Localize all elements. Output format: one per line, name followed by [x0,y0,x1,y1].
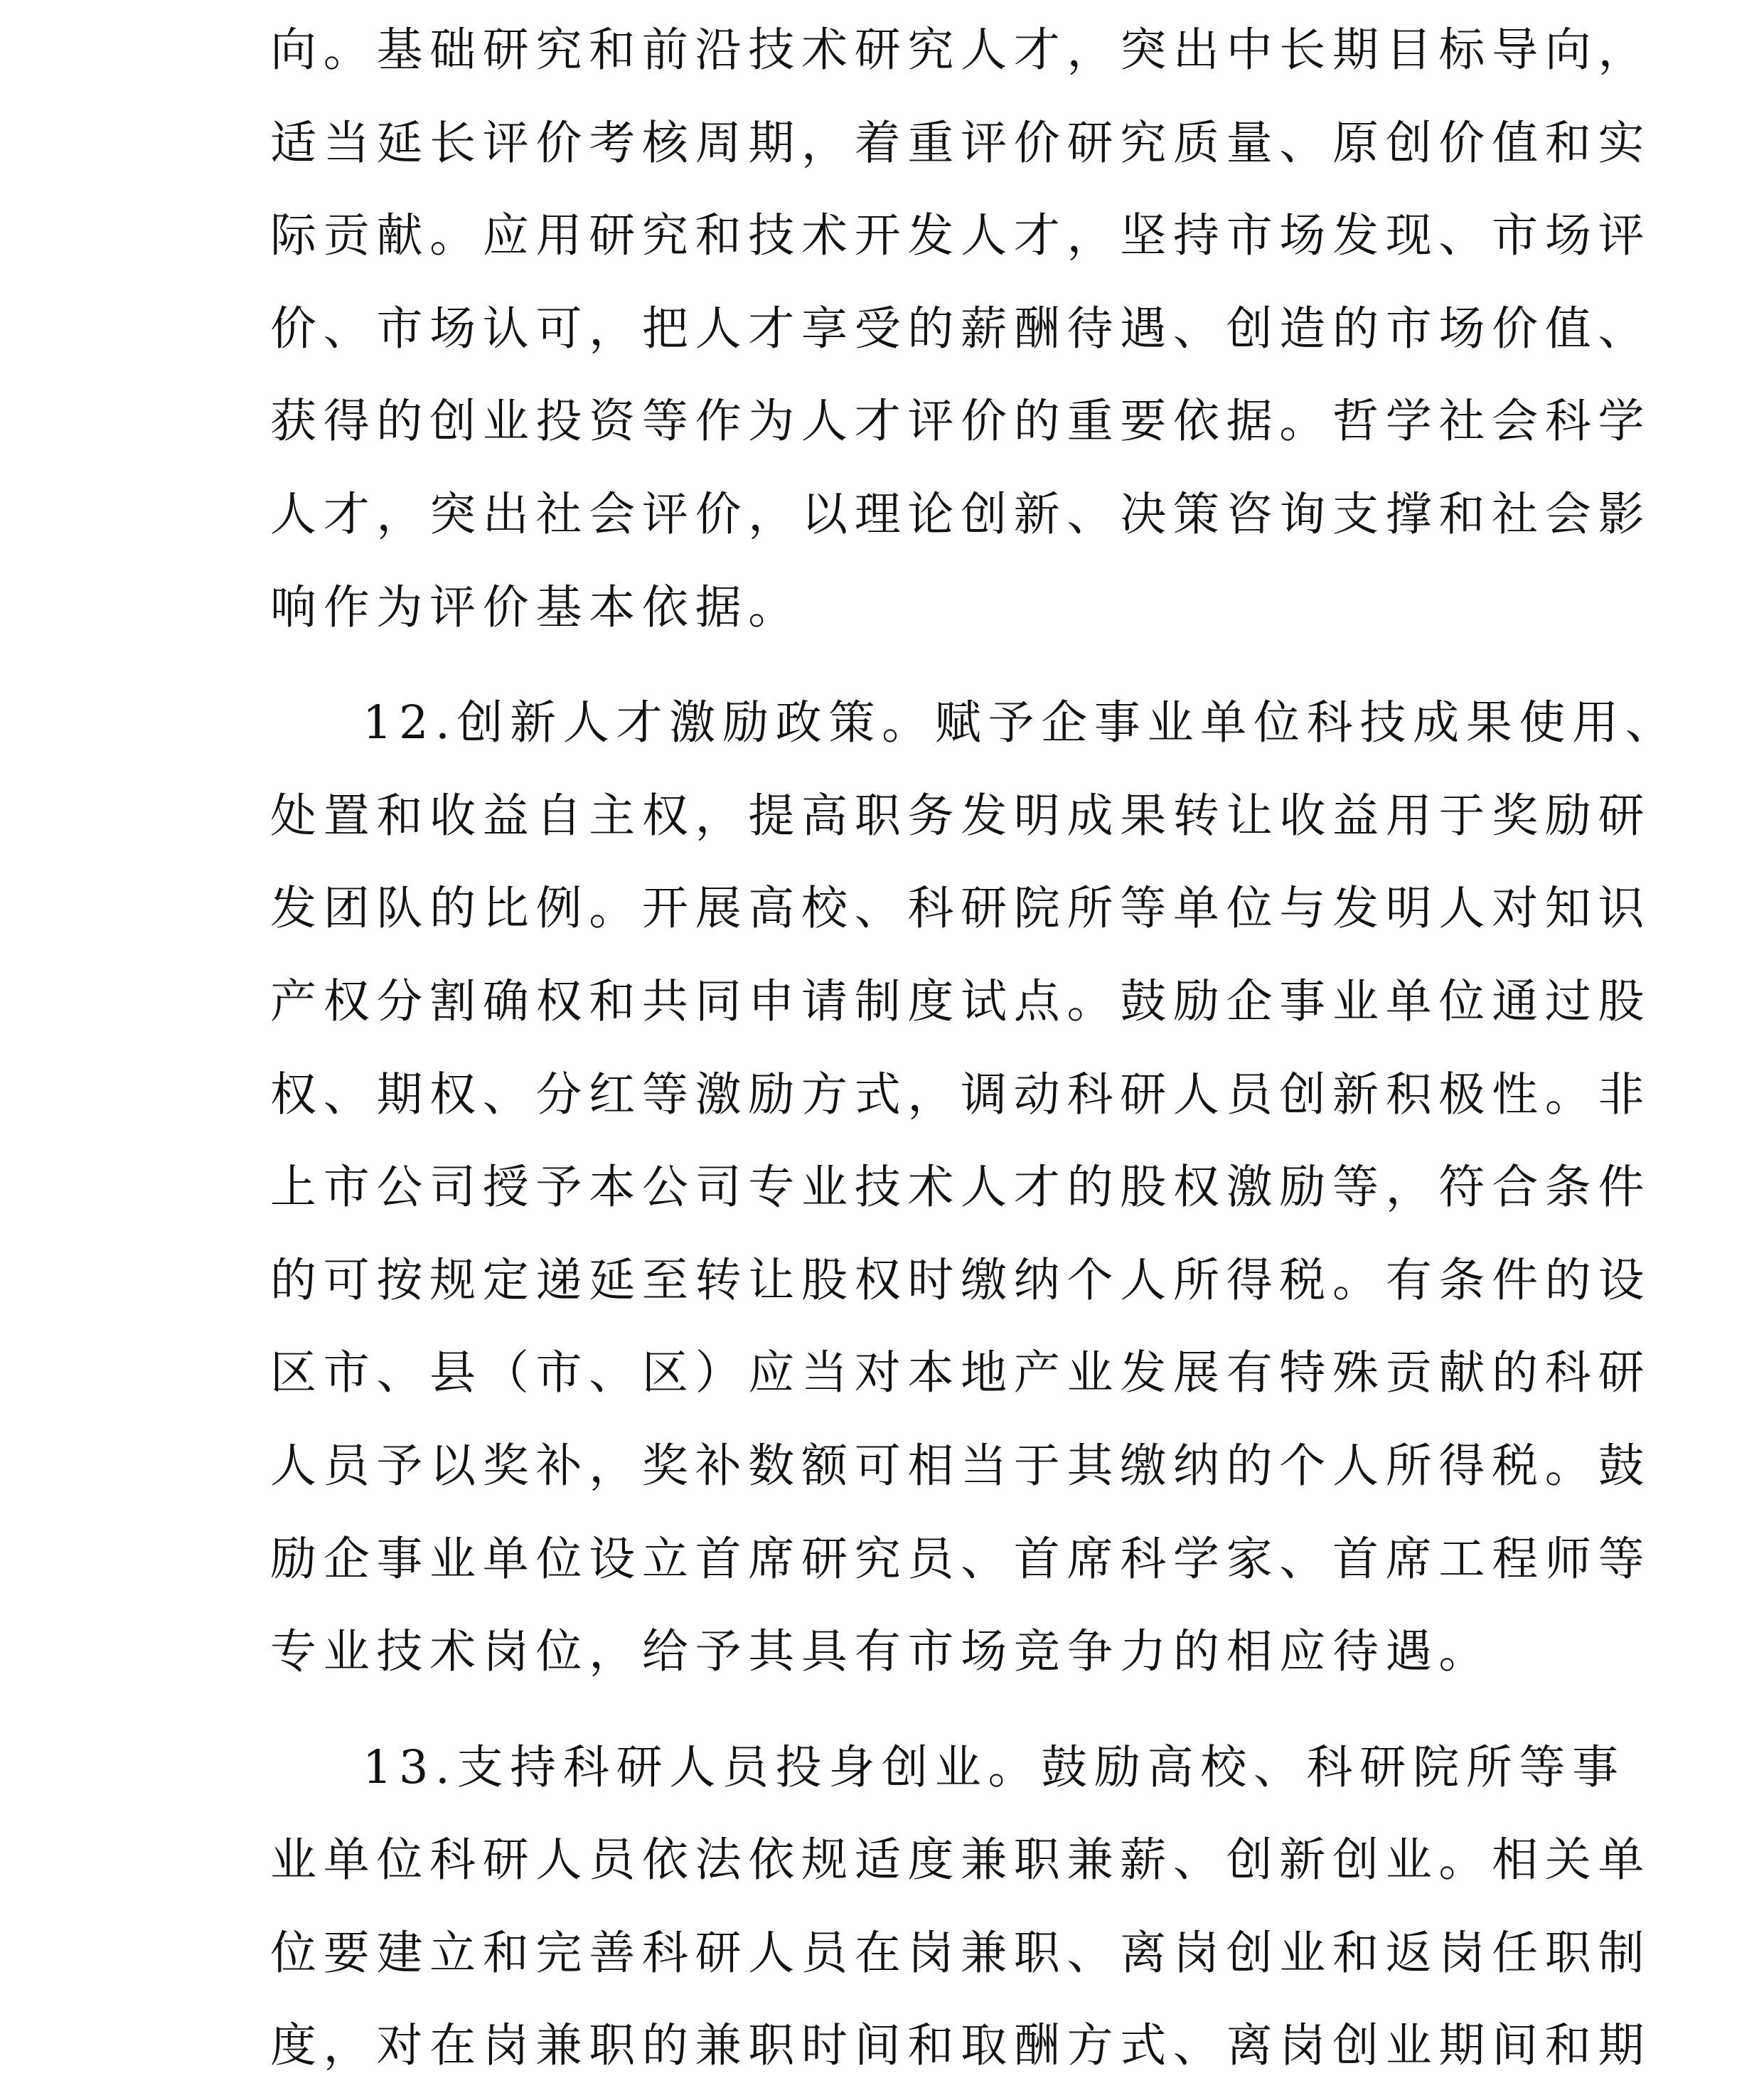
text-line: 上市公司授予本公司专业技术人才的股权激励等，符合条件 [270,1161,1652,1215]
text-line: 位要建立和完善科研人员在岗兼职、离岗创业和返岗任职制 [270,1926,1652,1980]
text-line: 励企事业单位设立首席研究员、首席科学家、首席工程师等 [270,1532,1652,1586]
text-line: 业单位科研人员依法依规适度兼职兼薪、创新创业。相关单 [270,1833,1652,1887]
text-line: 人员予以奖补，奖补数额可相当于其缴纳的个人所得税。鼓 [270,1439,1652,1493]
text-line: 处置和收益自主权，提高职务发明成果转让收益用于奖励研 [270,789,1652,843]
text-line: 价、市场认可，把人才享受的薪酬待遇、创造的市场价值、 [270,302,1652,356]
paragraph-13-entrepreneurship [270,1722,1652,2093]
paragraph-12-incentive-policy [270,677,1679,1699]
text-line: 产权分割确权和共同申请制度试点。鼓励企事业单位通过股 [270,974,1652,1028]
text-line: 适当延长评价考核周期，着重评价研究质量、原创价值和实 [270,116,1652,170]
text-line: 区市、县（市、区）应当对本地产业发展有特殊贡献的科研 [270,1346,1652,1400]
paragraph-talent-evaluation [270,4,1652,654]
text-line: 权、期权、分红等激励方式，调动科研人员创新积极性。非 [270,1067,1652,1122]
text-line: 的可按规定递延至转让股权时缴纳个人所得税。有条件的设 [270,1253,1652,1307]
text-line: 发团队的比例。开展高校、科研院所等单位与发明人对知识 [270,882,1652,936]
text-line: 度，对在岗兼职的兼职时间和取酬方式、离岗创业期间和期 [270,2019,1652,2073]
text-line: 人才，突出社会评价，以理论创新、决策咨询支撑和社会影 [270,487,1652,541]
text-line: 获得的创业投资等作为人才评价的重要依据。哲学社会科学 [270,395,1652,449]
text-line: 专业技术岗位，给予其具有市场竞争力的相应待遇。 [270,1625,1492,1679]
text-line-indented: 13.支持科研人员投身创业。鼓励高校、科研院所等事 [363,1740,1625,1794]
text-line: 响作为评价基本依据。 [270,580,802,634]
paragraph-spacer [270,654,1507,677]
text-line-indented: 12.创新人才激励政策。赋予企事业单位科技成果使用、 [363,696,1679,750]
text-line: 际贡献。应用研究和技术开发人才，坚持市场发现、市场评 [270,209,1652,263]
document-body [270,4,1679,2093]
paragraph-spacer [270,1699,1507,1722]
text-line: 向。基础研究和前沿技术研究人才，突出中长期目标导向， [270,23,1652,77]
